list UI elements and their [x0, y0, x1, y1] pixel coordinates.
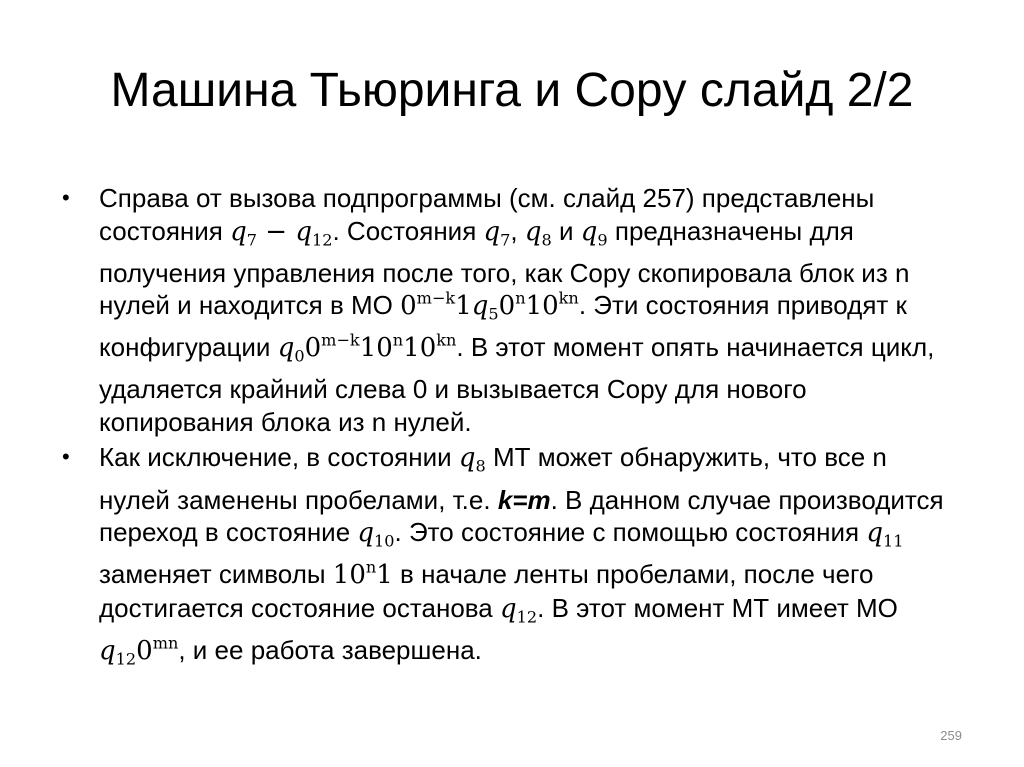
- math-state: $q_8$: [524, 216, 552, 250]
- text-run: . В этот момент опять начинается цикл, удаляется крайний слева 0 и вызывается Copy для нового копирования блока из n нулей.: [99, 332, 935, 437]
- bullet-item: [62, 441, 962, 676]
- bullet-list: [62, 182, 962, 679]
- text-run: Как исключение, в состоянии: [99, 442, 459, 473]
- text-run: . Эти состояния приводят к конфигурации: [99, 290, 907, 363]
- text-run: . Это состояние с помощью состояния: [394, 517, 867, 548]
- math-state: $q_{11}$: [866, 518, 904, 551]
- text-run: заменяет символы: [99, 559, 333, 590]
- math-state: $q_9$: [580, 216, 608, 250]
- bullet-item: [62, 182, 962, 438]
- text-run: и: [551, 215, 581, 246]
- text-run: , и ее работа завершена.: [178, 634, 482, 665]
- math-configuration: $q_00^{m-k}10^n10^{kn}$: [277, 330, 457, 366]
- bullet-marker: •: [62, 444, 70, 470]
- page-number: 259: [940, 728, 962, 743]
- text-run: МТ может обнаружить, что все n нулей заменены пробелами, т.е.: [99, 442, 887, 515]
- math-state: $q_7$: [483, 216, 511, 250]
- slide-title: Машина Тьюринга и Copy слайд 2/2: [110, 64, 914, 117]
- text-run: . В данном случае производится переход в состояние: [99, 484, 944, 548]
- bold-equation: k=m: [497, 484, 551, 515]
- bullet-text: [99, 183, 934, 437]
- math-state: $q_{10}$: [357, 518, 395, 551]
- text-run: в начале ленты пробелами, после чего достигается состояние останова: [99, 559, 874, 623]
- math-final-description: $q_{12}0^{mn}$: [99, 633, 179, 669]
- bullet-text: [99, 442, 944, 669]
- text-run: . В этот момент МТ имеет МО: [537, 592, 898, 623]
- math-instant-description: $0^{m-k}1q_50^n10^{kn}$: [400, 288, 579, 324]
- math-state: $q_7$: [230, 216, 257, 250]
- text-run: Справа от вызова подпрограммы (см. слайд 257) представлены состояния: [99, 183, 875, 246]
- text-run: предназначены для получения управления после того, как Copy скопировала блок из n нулей и находится в МО: [99, 215, 910, 321]
- bullet-marker: •: [62, 185, 70, 210]
- math-state: $q_{12}$: [499, 593, 538, 627]
- text-run: . Состояния: [332, 215, 484, 246]
- math-state: $q_8$: [458, 443, 486, 477]
- math-operator: −: [257, 216, 296, 247]
- math-symbols: 10$^n$1: [332, 557, 393, 591]
- math-state: $q_{12}$: [295, 216, 333, 250]
- text-run: ,: [510, 215, 525, 246]
